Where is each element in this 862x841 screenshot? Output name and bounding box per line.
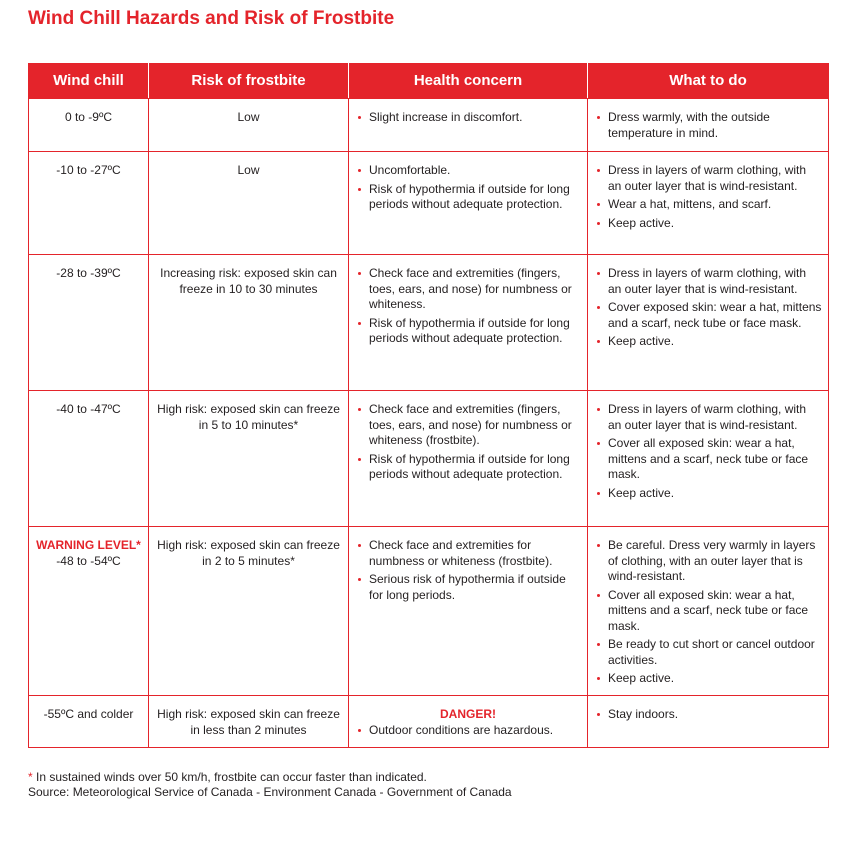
list-item: Risk of hypothermia if outside for long periods without adequate protection. <box>355 316 581 347</box>
list-item: Be ready to cut short or cancel outdoor activities. <box>594 637 822 668</box>
page-title: Wind Chill Hazards and Risk of Frostbite <box>28 8 395 29</box>
risk-cell: Low <box>149 152 349 255</box>
table-row <box>29 527 829 696</box>
list-item: Cover all exposed skin: wear a hat, mittens and a scarf, neck tube or face mask. <box>594 588 822 635</box>
table-row <box>29 152 829 255</box>
wind-chill-range: -48 to -54ºC <box>56 553 121 568</box>
list-item: Be careful. Dress very warmly in layers of clothing, with an outer layer that is wind-resistant. <box>594 538 822 585</box>
risk-cell: Increasing risk: exposed skin can freeze in 10 to 30 minutes <box>149 255 349 391</box>
list-item: Keep active. <box>594 216 822 232</box>
health-concern-cell <box>349 391 588 527</box>
footnote-asterisk: * <box>28 770 33 784</box>
table-row <box>29 99 829 152</box>
list-item: Wear a hat, mittens, and scarf. <box>594 197 822 213</box>
table-row <box>29 391 829 527</box>
what-to-do-cell <box>588 99 829 152</box>
health-concern-cell <box>349 696 588 748</box>
health-concern-cell <box>349 255 588 391</box>
wind-chill-cell: -40 to -47ºC <box>29 391 149 527</box>
list-item: Check face and extremities (fingers, toes, ears, and nose) for numbness or whiteness (frostbite). <box>355 402 581 449</box>
header-what-to-do: What to do <box>588 64 829 99</box>
wind-chill-table <box>28 63 829 748</box>
list-item: Dress in layers of warm clothing, with an outer layer that is wind-resistant. <box>594 266 822 297</box>
list-item: Risk of hypothermia if outside for long periods without adequate protection. <box>355 452 581 483</box>
list-item: Stay indoors. <box>594 707 822 723</box>
what-to-do-cell <box>588 152 829 255</box>
list-item: Uncomfortable. <box>355 163 581 179</box>
list-item: Check face and extremities (fingers, toes, ears, and nose) for numbness or whiteness. <box>355 266 581 313</box>
header-wind-chill: Wind chill <box>29 64 149 99</box>
health-concern-cell <box>349 99 588 152</box>
what-to-do-cell <box>588 255 829 391</box>
list-item: Slight increase in discomfort. <box>355 110 581 126</box>
health-concern-cell <box>349 527 588 696</box>
warning-level-label: WARNING LEVEL* <box>36 538 141 552</box>
risk-cell: High risk: exposed skin can freeze in less than 2 minutes <box>149 696 349 748</box>
what-to-do-cell <box>588 391 829 527</box>
risk-cell: High risk: exposed skin can freeze in 2 to 5 minutes* <box>149 527 349 696</box>
list-item: Cover all exposed skin: wear a hat, mittens and a scarf, neck tube or face mask. <box>594 436 822 483</box>
list-item: Dress in layers of warm clothing, with an outer layer that is wind-resistant. <box>594 163 822 194</box>
wind-chill-cell: 0 to -9ºC <box>29 99 149 152</box>
risk-cell: Low <box>149 99 349 152</box>
list-item: Keep active. <box>594 334 822 350</box>
header-risk-of-frostbite: Risk of frostbite <box>149 64 349 99</box>
footnote-note: In sustained winds over 50 km/h, frostbite can occur faster than indicated. <box>32 770 427 784</box>
list-item: Check face and extremities for numbness or whiteness (frostbite). <box>355 538 581 569</box>
list-item: Dress in layers of warm clothing, with an outer layer that is wind-resistant. <box>594 402 822 433</box>
table-row <box>29 255 829 391</box>
list-item: Keep active. <box>594 671 822 687</box>
table-header-row <box>29 64 829 99</box>
health-concern-cell <box>349 152 588 255</box>
what-to-do-cell <box>588 527 829 696</box>
list-item: Cover exposed skin: wear a hat, mittens and a scarf, neck tube or face mask. <box>594 300 822 331</box>
what-to-do-cell <box>588 696 829 748</box>
header-health-concern: Health concern <box>349 64 588 99</box>
list-item: Keep active. <box>594 486 822 502</box>
wind-chill-cell: -28 to -39ºC <box>29 255 149 391</box>
table-row <box>29 696 829 748</box>
wind-chill-cell: -10 to -27ºC <box>29 152 149 255</box>
risk-cell: High risk: exposed skin can freeze in 5 to 10 minutes* <box>149 391 349 527</box>
list-item: Dress warmly, with the outside temperature in mind. <box>594 110 822 141</box>
footnote-text <box>28 770 512 785</box>
footnote <box>28 770 512 800</box>
wind-chill-cell <box>29 527 149 696</box>
wind-chill-cell: -55ºC and colder <box>29 696 149 748</box>
list-item: Serious risk of hypothermia if outside for long periods. <box>355 572 581 603</box>
source-credit: Source: Meteorological Service of Canada - Environment Canada - Government of Canada <box>28 785 512 799</box>
danger-label: DANGER! <box>440 707 496 721</box>
list-item: Risk of hypothermia if outside for long periods without adequate protection. <box>355 182 581 213</box>
list-item: Outdoor conditions are hazardous. <box>355 723 581 739</box>
